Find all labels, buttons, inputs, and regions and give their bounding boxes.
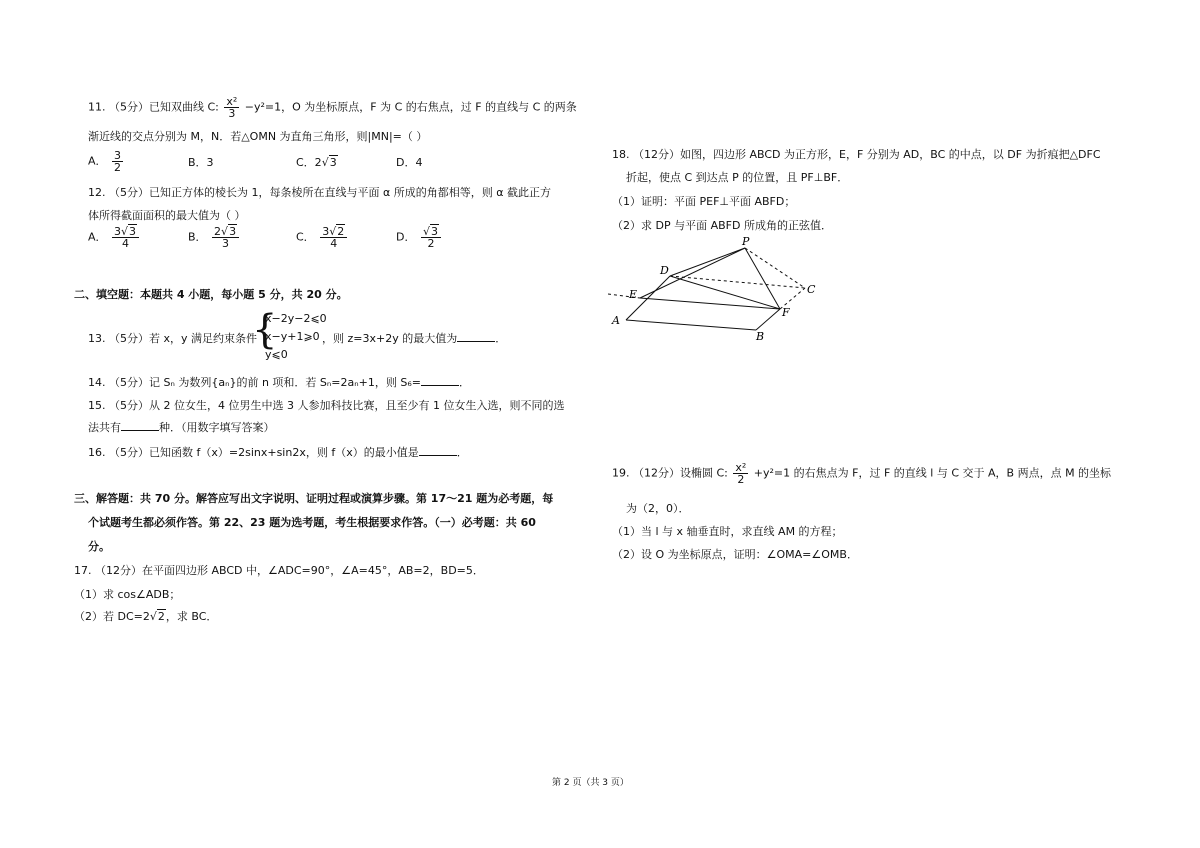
q18-part1: （1）证明：平面 PEF⊥平面 ABFD；: [612, 195, 796, 208]
q18-part2: （2）求 DP 与平面 ABFD 所成角的正弦值．: [612, 219, 832, 232]
q19-line2: 为（2，0）．: [626, 502, 690, 515]
q18-folded-square-figure: [608, 236, 838, 346]
q13-tail: ，则 z=3x+2y 的最大值为 ．: [322, 332, 507, 345]
sqrt-icon: √: [149, 610, 157, 623]
q19-fraction: $\frac{\text{x²}}{2}$: [735, 461, 747, 486]
label-E: E: [629, 288, 638, 301]
label-D: D: [660, 264, 669, 277]
answer-blank[interactable]: [421, 375, 459, 386]
q15-line2: 法共有 种．（用数字填写答案）: [88, 421, 275, 434]
q11-option-b: B．3: [188, 156, 214, 169]
q12-line1: 12. （5分）已知正方体的棱长为 1，每条棱所在直线与平面 α 所成的角都相等，则 α 截此正方: [88, 186, 551, 199]
edge-EP: [640, 248, 745, 298]
q11-option-c: C．2√3: [296, 156, 337, 169]
edge-AB: [626, 320, 756, 330]
answer-blank[interactable]: [121, 420, 159, 431]
q12-option-a: A． $\frac{3√3}{4}$: [88, 226, 141, 249]
q11-stem: 11. （5分）已知双曲线 C: $\frac{\text{x²}}{3}$ −y²=1，O 为坐标原点，F 为 C 的右焦点，过 F 的直线与 C 的两条: [88, 95, 577, 120]
q11-option-a: A． $\frac{3}{2}$: [88, 149, 122, 174]
q19-stem: 19. （12分）设椭圆 C: $\frac{\text{x²}}{2}$ +y²=1 的右焦点为 F，过 F 的直线 l 与 C 交于 A，B 两点，点 M 的坐标: [612, 461, 1112, 486]
section-2-heading: 二、填空题：本题共 4 小题，每小题 5 分，共 20 分。: [74, 288, 348, 301]
edge-PC: [745, 248, 805, 288]
q19-part1: （1）当 l 与 x 轴垂直时，求直线 AM 的方程；: [612, 525, 843, 538]
q17-stem: 17. （12分）在平面四边形 ABCD 中，∠ADC=90°，∠A=45°，AB=2，BD=5．: [74, 564, 484, 577]
q12-line2: 体所得截面面积的最大值为（ ）: [88, 209, 246, 222]
label-C: C: [807, 283, 816, 296]
answer-blank[interactable]: [419, 445, 457, 456]
section-3-heading-line3: 分。: [88, 540, 110, 553]
q19-part2: （2）设 O 为坐标原点，证明：∠OMA=∠OMB．: [612, 548, 858, 561]
q11-option-d: D．4: [396, 156, 423, 169]
q12-option-b: B． $\frac{2√3}{3}$: [188, 226, 241, 249]
q13-brace: {: [252, 307, 278, 353]
q13-constraint-3: y⩽0: [265, 348, 288, 361]
q12-option-c: C． $\frac{3√2}{4}$: [296, 226, 349, 249]
q17-part1: （1）求 cos∠ADB；: [74, 588, 181, 601]
q16-stem: 16. （5分）已知函数 f（x）=2sinx+sin2x，则 f（x）的最小值是 ．: [88, 446, 468, 459]
sqrt-icon: √: [321, 156, 329, 169]
q13-constraint-1: x−2y−2⩽0: [265, 312, 327, 325]
label-B: B: [756, 330, 765, 343]
section-3-heading-line1: 三、解答题：共 70 分。解答应写出文字说明、证明过程或演算步骤。第 17～21 题为必考题，每: [74, 492, 554, 505]
q13-stem: 13. （5分）若 x，y 满足约束条件: [88, 332, 258, 345]
q18-line2: 折起，使点 C 到达点 P 的位置，且 PF⊥BF．: [626, 171, 849, 184]
label-A: A: [612, 314, 620, 327]
section-3-heading-line2: 个试题考生都必须作答。第 22、23 题为选考题，考生根据要求作答。（一）必考题：共 60: [88, 516, 536, 529]
answer-blank[interactable]: [457, 331, 495, 342]
q14-stem: 14. （5分）记 Sₙ 为数列{aₙ}的前 n 项和．若 Sₙ=2aₙ+1，则 S₆= ．: [88, 376, 470, 389]
q11-fraction: $\frac{\text{x²}}{3}$: [226, 95, 238, 120]
q11-line2: 渐近线的交点分别为 M，N．若△OMN 为直角三角形，则|MN|=（ ）: [88, 130, 428, 143]
label-F: F: [782, 306, 790, 319]
edge-EF: [640, 298, 780, 309]
page-footer: 第 2 页（共 3 页）: [552, 778, 629, 788]
edge-BF: [756, 309, 780, 330]
q13-constraint-2: x−y+1⩾0: [265, 330, 320, 343]
edge-DP: [670, 248, 745, 276]
q12-option-d: D． $\frac{√3}{2}$: [396, 226, 443, 249]
q17-part2: （2）若 DC=2√2，求 BC．: [74, 610, 218, 623]
label-P: P: [742, 236, 750, 248]
q15-line1: 15. （5分）从 2 位女生，4 位男生中选 3 人参加科技比赛，且至少有 1 位女生入选，则不同的选: [88, 399, 565, 412]
q18-line1: 18. （12分）如图，四边形 ABCD 为正方形，E，F 分别为 AD，BC 的中点，以 DF 为折痕把△DFC: [612, 148, 1101, 161]
